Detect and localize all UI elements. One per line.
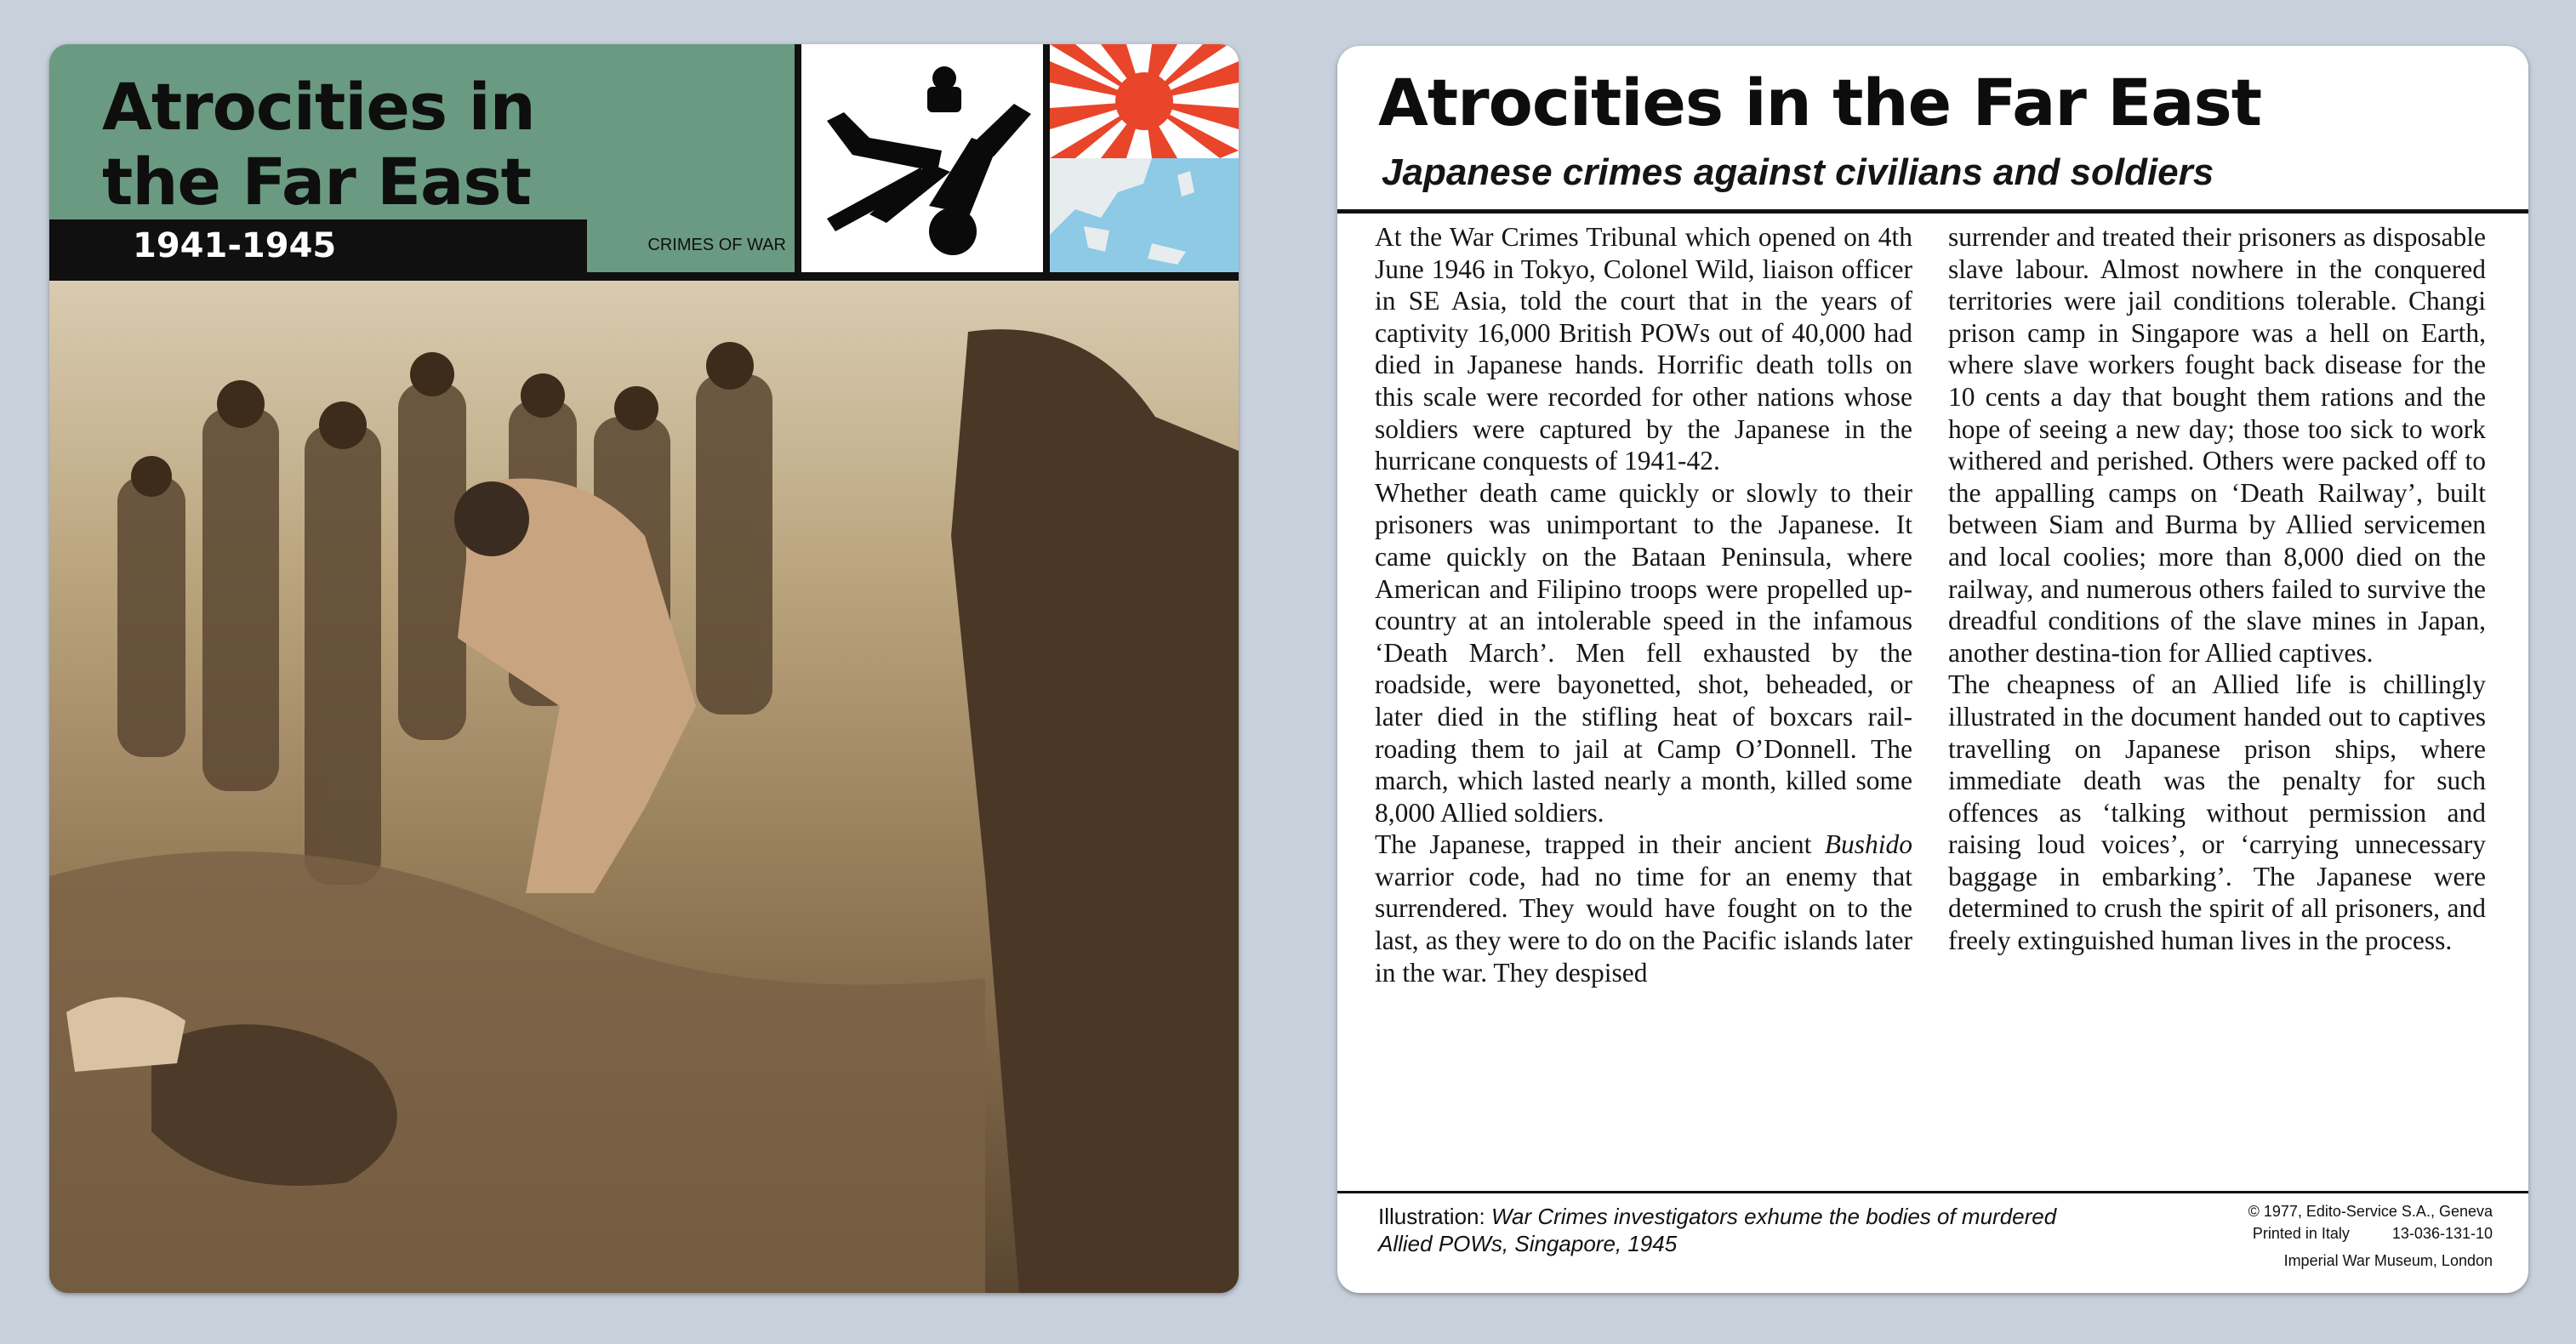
publication-info	[2152, 1200, 2493, 1272]
paragraph-tribunal: At the War Crimes Tribunal which opened on 4th June 1946 in Tokyo, Colonel Wild, liaison officer in SE Asia, told the court that in the years of captivity 16,000 British POWs out of 40,000 had died in Japanese hands. Horrific death tolls on this scale were recorded for other nations whose soldiers were captured by the Japanese in the hurricane conquests of 1941-42.	[1375, 222, 1912, 476]
printed-in: Printed in Italy	[2252, 1225, 2350, 1242]
front-title-line1: Atrocities in	[102, 69, 535, 145]
paragraph-prison-ships: The cheapness of an Allied life is chillingly illustrated in the document handed out to captives travelling on Japanese prison ships, where immediate death was the penalty for such offences as ‘talking without permission and raising loud voices’, or ‘carrying unnecessary baggage in embarking’. The Japanese were determined to crush the spirit of all prisoners, and freely extinguished human lives in the process.	[1948, 669, 2486, 956]
paragraph-slave-labour: surrender and treated their prisoners as disposable slave labour. Almost nowhere in the conquered territories were jail conditions tolerable. Changi prison camp in Singapore was a hell on Earth, where slave workers fought back disease for the 10 cents a day that bought them rations and the hope of seeing a new day; those too sick to work withered and perished. Others were packed off to the appalling camps on ‘Death Railway’, built between Siam and Burma by Allied servicemen and local coolies; more than 8,000 died on the railway, and numerous others failed to survive the dreadful conditions of the slave mines in Japan, another destina-tion for Allied captives.	[1948, 222, 2486, 668]
exhumation-photo-illustration	[49, 281, 1239, 1293]
crimes-of-war-emblem	[795, 44, 1050, 272]
bottom-rule	[1337, 1191, 2528, 1193]
caption-text: War Crimes investigators exhume the bodies of murdered Allied POWs, Singapore, 1945	[1378, 1204, 2057, 1256]
caption-lead: Illustration:	[1378, 1204, 1491, 1229]
back-subtitle: Japanese crimes against civilians and soldiers	[1382, 151, 2214, 193]
front-title-line2: the Far East	[102, 144, 531, 219]
back-card	[1337, 46, 2528, 1293]
photo-credit: Imperial War Museum, London	[2283, 1252, 2493, 1269]
text-column-left	[1375, 221, 1912, 988]
front-divider	[49, 272, 1239, 281]
falling-figure-icon	[801, 44, 1043, 272]
print-row	[2152, 1222, 2493, 1244]
text-column-right	[1948, 221, 2486, 957]
paragraph-bataan: Whether death came quickly or slowly to their prisoners was unimportant to the Japanese. It came quickly on the Bataan Peninsula, where American and Filipino troops were propelled up-country at an intolerable speed in the infamous ‘Death March’. Men fell exhausted by the roadside, were bayonetted, shot, beheaded, or later died in the stifling heat of boxcars rail-roading them to jail at Camp O’Donnell. The march, which lasted nearly a month, killed some 8,000 Allied soldiers.	[1375, 477, 1912, 828]
top-rule	[1337, 209, 2528, 214]
rising-sun-flag	[1050, 44, 1239, 158]
front-title	[102, 70, 535, 219]
illustration-caption	[1378, 1203, 2076, 1257]
map-inset	[1050, 158, 1239, 272]
copyright: © 1977, Edito-Service S.A., Geneva	[2248, 1203, 2493, 1220]
sepia-photograph	[49, 281, 1239, 1293]
card-code: 13-036-131-10	[2391, 1225, 2493, 1242]
front-card	[49, 44, 1239, 1293]
asia-map-icon	[1050, 158, 1239, 272]
front-years: 1941-1945	[133, 226, 337, 265]
rising-sun-icon	[1050, 44, 1239, 158]
paragraph-bushido	[1375, 829, 1912, 988]
back-title: Atrocities in the Far East	[1378, 65, 2262, 140]
bushido-text-b: warrior code, had no time for an enemy that surrendered. They would have fought on to the last, as they were to do on the Pacific islands later in the war. They despised	[1375, 861, 1912, 988]
bushido-term: Bushido	[1824, 829, 1912, 860]
series-label: CRIMES OF WAR	[587, 219, 795, 272]
bushido-text-a: The Japanese, trapped in their ancient	[1375, 829, 1825, 860]
